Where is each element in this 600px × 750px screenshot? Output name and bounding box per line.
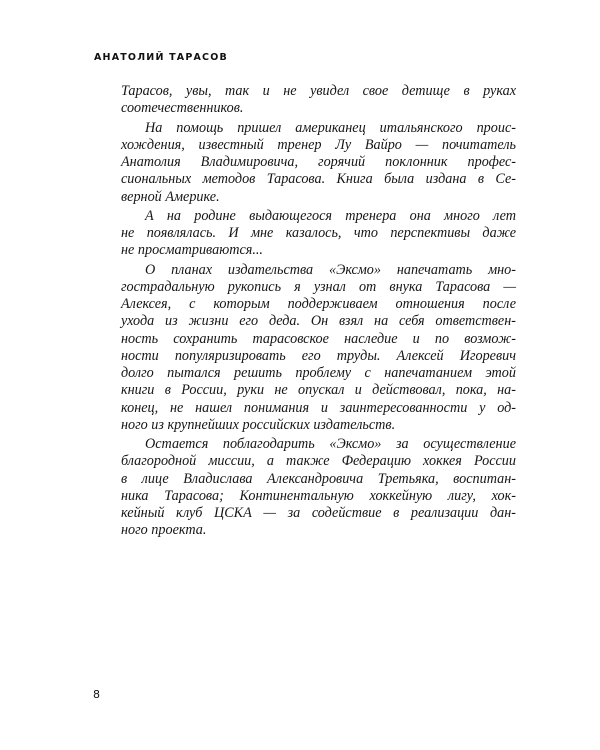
text-line: Остается поблагодарить «Эксмо» за осуществление [145,436,516,452]
text-line: ного проекта. [121,522,207,539]
text-line: кейный клуб ЦСКА — за содействие в реализации дан- [121,505,516,521]
running-head: АНАТОЛИЙ ТАРАСОВ [94,52,228,63]
text-line: ного из крупнейших российских издательств. [121,416,396,433]
paragraph [121,120,516,206]
text-line: благородной миссии, а также Федерацию хоккея России [121,453,516,470]
text-line: соотечественников. [121,100,244,117]
page-number: 8 [93,688,100,701]
text-line: Алексея, с которым поддерживаем отношения после [121,296,516,312]
text-line: хождения, известный тренер Лу Вайро — почитатель [121,136,516,153]
text-line: Тарасов, увы, так и не увидел свое детище в руках [121,83,516,99]
text-line: На помощь пришел американец итальянского проис- [145,119,516,136]
text-line: верной Америке. [121,188,220,205]
text-line: в лице Владислава Александровича Третьяка, воспитан- [121,470,516,487]
text-line: О планах издательства «Эксмо» напечатать мно- [145,261,516,278]
text-line: ность сохранить тарасовское наследие и по возмож- [121,330,516,347]
paragraph [121,262,516,435]
text-line: не появлялась. И мне казалось, что перспективы даже [121,225,516,241]
body-text [121,83,516,542]
text-line: Анатолия Владимировича, горячий поклонник профес- [121,154,516,170]
text-line: конец, не нашел понимания и заинтересованности у од- [121,399,516,416]
text-line: долго пытался решить проблему с напечатанием этой [121,365,516,381]
paragraph [121,436,516,540]
text-line: ухода из жизни его деда. Он взял на себя ответствен- [121,313,516,330]
text-line: не просматриваются... [121,242,263,259]
text-line: сиональных методов Тарасова. Книга была издана в Се- [121,171,516,188]
paragraph [121,208,516,260]
text-line: А на родине выдающегося тренера она много лет [145,207,516,224]
text-line: книги в России, руки не опускал и действовал, пока, на- [121,382,516,399]
text-line: ности популяризировать его труды. Алексей Игоревич [121,347,516,364]
paragraph [121,83,516,118]
text-line: гострадальную рукопись я узнал от внука Тарасова — [121,278,516,295]
text-line: ника Тарасова; Континентальную хоккейную лигу, хок- [121,487,516,504]
